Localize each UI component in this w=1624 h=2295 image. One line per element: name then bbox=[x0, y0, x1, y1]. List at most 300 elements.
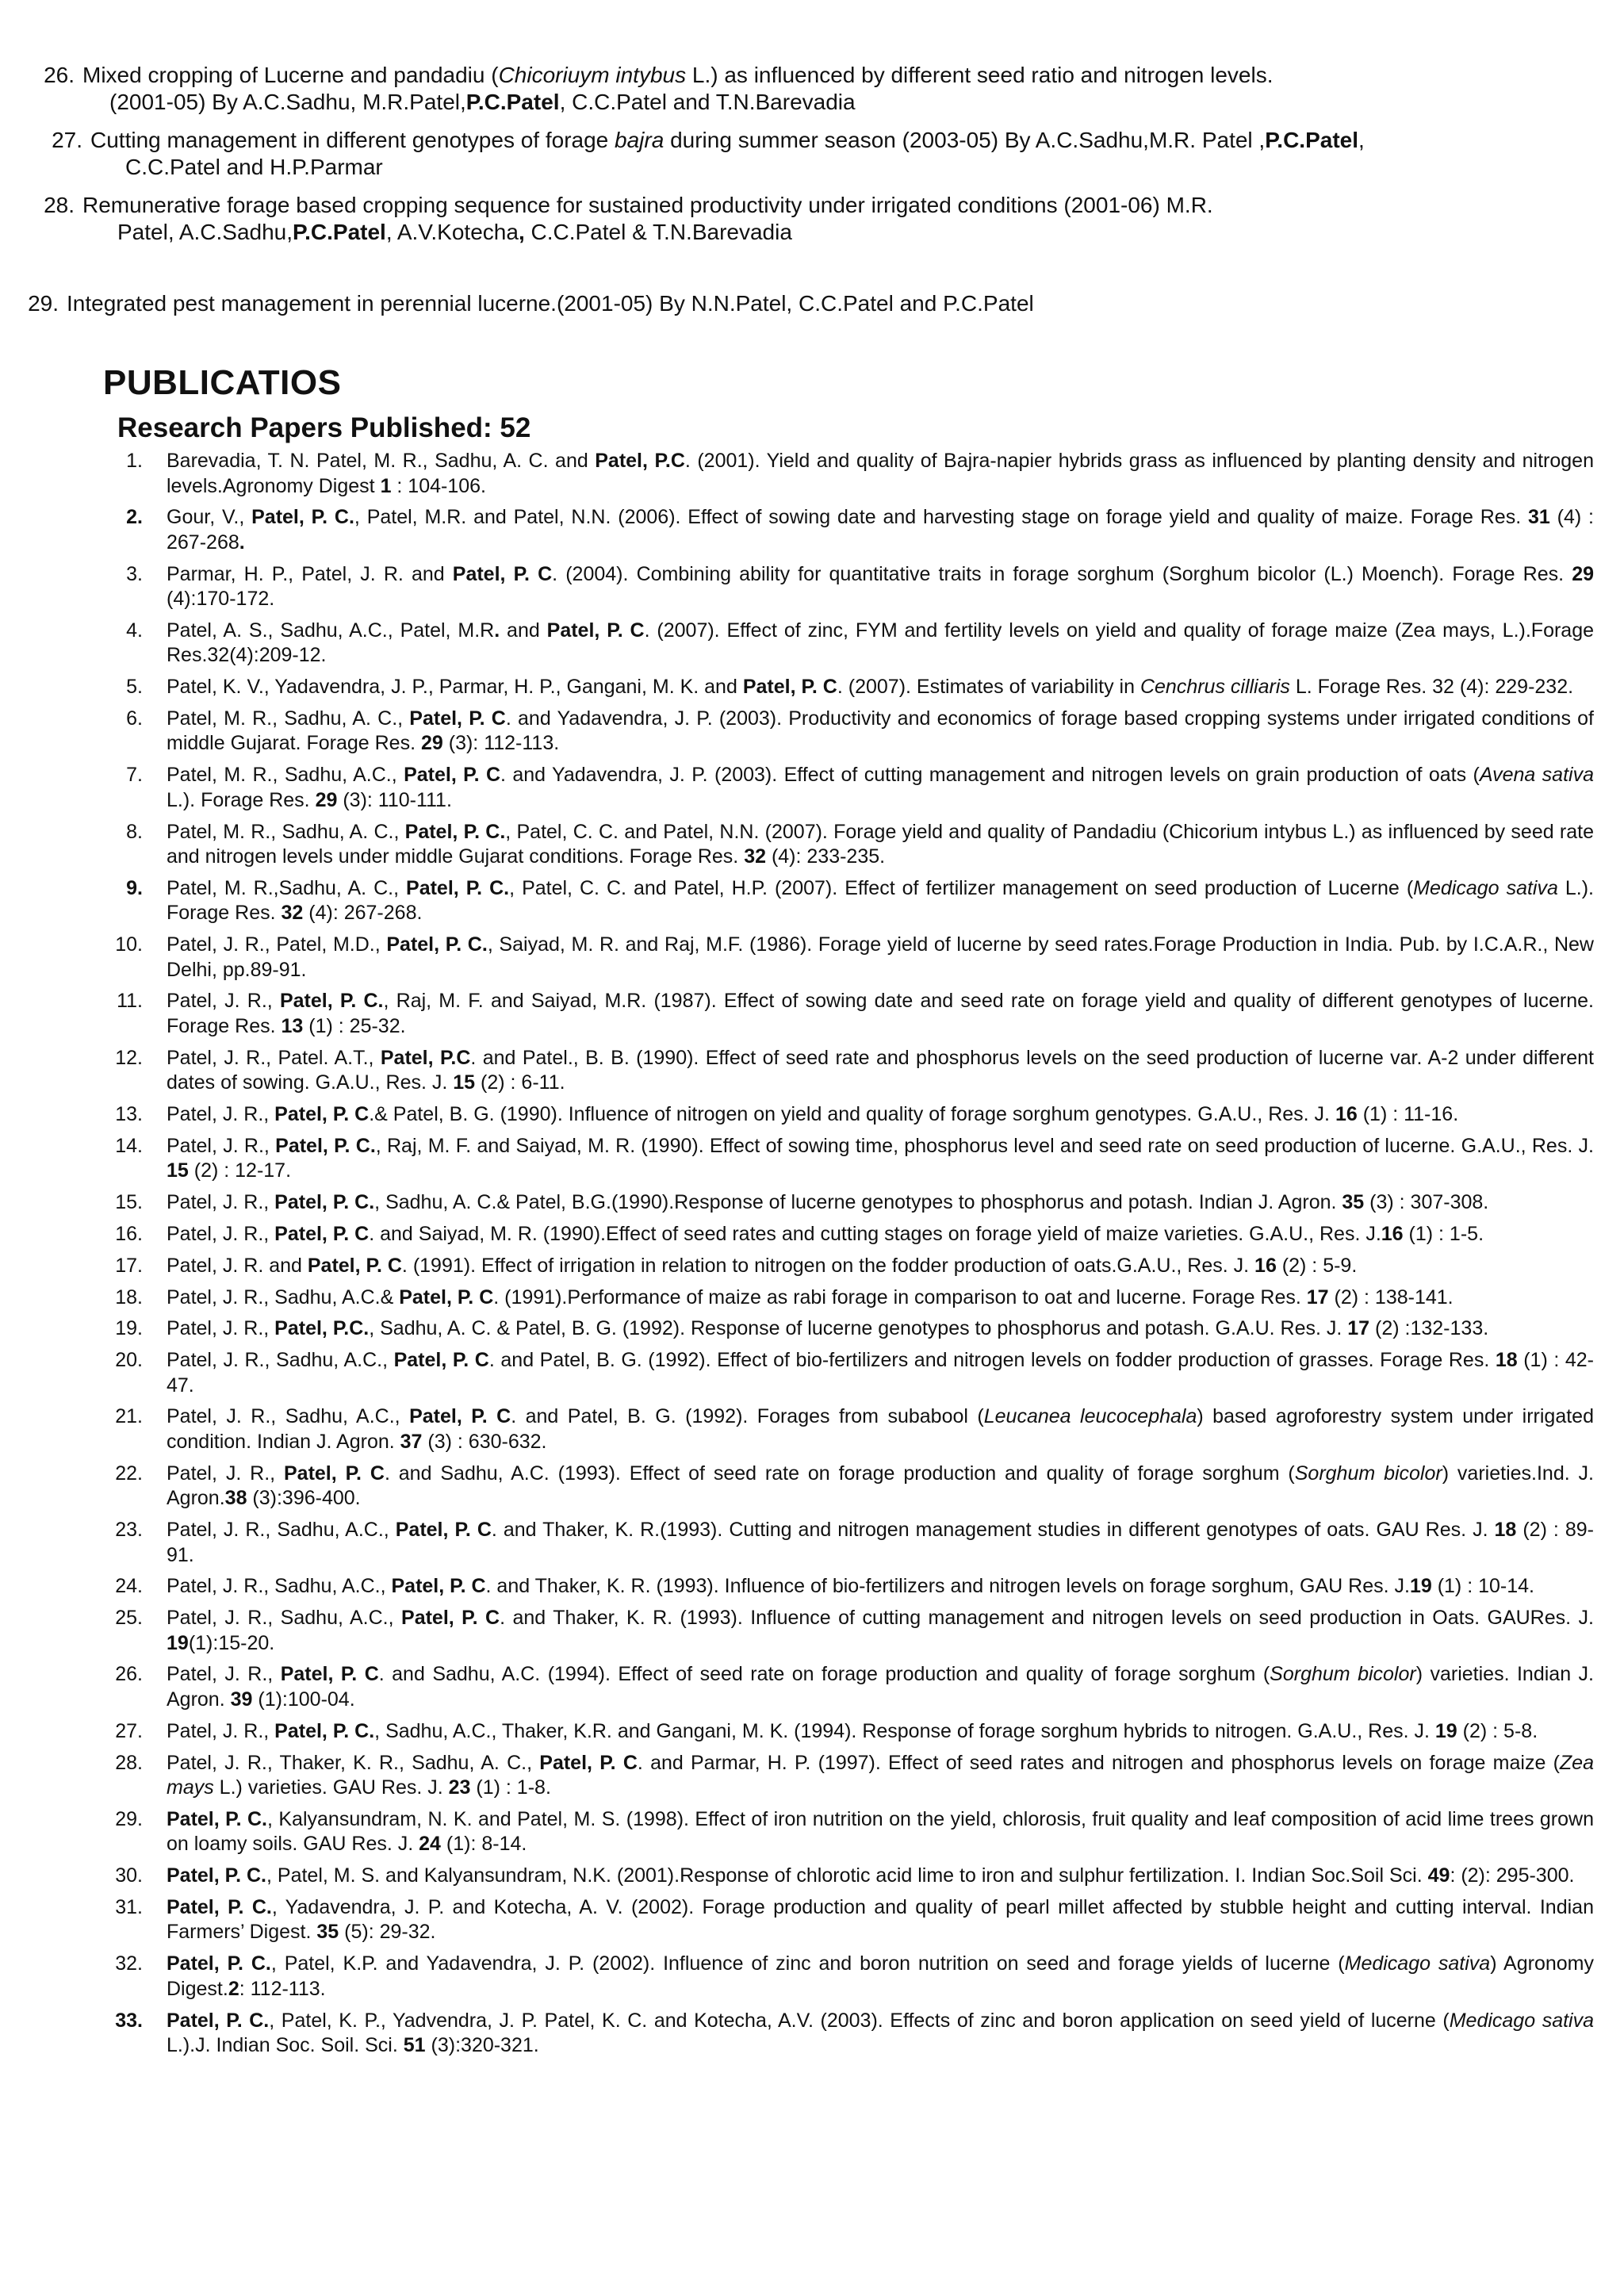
text-run: C.C.Patel & T.N.Barevadia bbox=[524, 220, 792, 244]
publication-item bbox=[95, 1719, 1594, 1745]
publication-citation bbox=[167, 1348, 1594, 1398]
publication-citation bbox=[167, 562, 1594, 612]
publication-item bbox=[95, 449, 1594, 499]
publication-citation bbox=[167, 989, 1594, 1039]
italic-text: Chicoriuym intybus bbox=[498, 63, 687, 87]
text-run: Integrated pest management in perennial lucerne.(2001-05) By N.N.Patel, C.C.Patel and P.C.Patel bbox=[67, 291, 1034, 316]
text-run: (1) : 1-8. bbox=[470, 1776, 551, 1799]
text-run: L.).J. Indian Soc. Soil. Sci. bbox=[167, 2034, 404, 2056]
text-run: Patel, M. R., Sadhu, A. C., bbox=[167, 707, 410, 730]
italic-text: Zea mays bbox=[167, 1751, 1594, 1799]
publication-number: 1. bbox=[126, 450, 143, 472]
publication-item bbox=[95, 1046, 1594, 1096]
publication-number: 16. bbox=[115, 1222, 143, 1245]
publication-citation bbox=[167, 933, 1594, 983]
bold-text: 15 bbox=[167, 1159, 189, 1182]
publication-item bbox=[95, 505, 1594, 555]
bold-text: Patel, P. C. bbox=[386, 933, 488, 956]
publication-item bbox=[95, 1574, 1594, 1600]
bold-text: Patel, P. C. bbox=[404, 820, 506, 843]
bold-text: Patel, P. C. bbox=[167, 1807, 267, 1830]
publication-number: 27. bbox=[115, 1719, 143, 1742]
bold-text: 16 bbox=[1335, 1103, 1358, 1126]
text-run: (1) : 25-32. bbox=[303, 1014, 406, 1037]
text-run: (4): 233-235. bbox=[766, 845, 886, 868]
text-run: , Patel, M.R. and Patel, N.N. (2006). Effect of sowing date and harvesting stage on forage yield and quality of maize. Forage Res. bbox=[354, 506, 1528, 529]
text-run: Patel, J. R. and bbox=[167, 1254, 308, 1277]
publication-citation bbox=[167, 1190, 1594, 1216]
bold-text: 38 bbox=[224, 1487, 247, 1510]
text-run: Patel, J. R., bbox=[167, 990, 280, 1013]
text-run: Patel, J. R., bbox=[167, 1103, 275, 1126]
text-run: Gour, V., bbox=[167, 506, 252, 529]
project-item bbox=[38, 127, 1365, 181]
bold-text: Patel, P.C bbox=[595, 450, 685, 472]
publication-citation bbox=[167, 1254, 1594, 1279]
text-run: (5): 29-32. bbox=[339, 1921, 436, 1944]
bold-text: P.C.Patel bbox=[1265, 128, 1358, 152]
text-run: (2) : 138-141. bbox=[1328, 1285, 1454, 1308]
publication-item bbox=[95, 1807, 1594, 1857]
text-run: (2001-05) By A.C.Sadhu, M.R.Patel, bbox=[109, 90, 466, 114]
project-item bbox=[14, 290, 1034, 317]
bold-text: 32 bbox=[744, 845, 766, 868]
text-run: . and Thaker, K. R.(1993). Cutting and nitrogen management studies in different genotypes of oats. GAU Res. J. bbox=[491, 1519, 1495, 1542]
text-run: . and Patel, B. G. (1992). Effect of bio-fertilizers and nitrogen levels on fodder production of grasses. Forage Res. bbox=[488, 1349, 1496, 1372]
publication-item bbox=[95, 1462, 1594, 1511]
text-run: (2) : 5-9. bbox=[1276, 1254, 1358, 1277]
bold-text: 19 bbox=[1409, 1575, 1432, 1598]
publication-item bbox=[95, 562, 1594, 612]
project-line bbox=[38, 127, 1365, 154]
text-run: . and Yadavendra, J. P. (2003). Effect of cutting management and nitrogen levels on grain production of oats ( bbox=[500, 764, 1480, 787]
publication-item bbox=[95, 675, 1594, 700]
bold-text: Patel, P. C bbox=[307, 1254, 402, 1277]
bold-text: 35 bbox=[1342, 1191, 1365, 1214]
publication-item bbox=[95, 1316, 1594, 1342]
text-run: , Yadavendra, J. P. and Kotecha, A. V. (2002). Forage production and quality of pearl millet affected by stubble height and cutting interval. Indian Farmers’ Digest. bbox=[167, 1895, 1594, 1944]
publication-item bbox=[95, 1518, 1594, 1568]
publication-citation bbox=[167, 1316, 1594, 1342]
text-run: . and Patel, B. G. (1992). Forages from subabool ( bbox=[511, 1405, 984, 1428]
publication-citation bbox=[167, 505, 1594, 555]
publication-item bbox=[95, 1348, 1594, 1398]
text-run: Patel, K. V., Yadavendra, J. P., Parmar, H. P., Gangani, M. K. and bbox=[167, 676, 743, 699]
bold-text: Patel, P.C bbox=[380, 1046, 471, 1069]
publication-number: 20. bbox=[115, 1349, 143, 1372]
text-run: Patel, J. R., bbox=[167, 1719, 275, 1742]
bold-text: Patel, P.C. bbox=[274, 1317, 370, 1340]
publication-number: 15. bbox=[115, 1191, 143, 1214]
bold-text: P.C.Patel bbox=[465, 90, 560, 114]
italic-text: bajra bbox=[615, 128, 665, 152]
publication-item bbox=[95, 1285, 1594, 1311]
publication-number: 8. bbox=[126, 820, 143, 843]
text-run: Patel, J. R., bbox=[167, 1317, 275, 1340]
bold-text: 15 bbox=[453, 1071, 476, 1094]
publication-item bbox=[95, 1102, 1594, 1128]
bold-text: 17 bbox=[1347, 1317, 1370, 1340]
publication-citation bbox=[167, 1102, 1594, 1128]
text-run: and bbox=[500, 619, 547, 642]
publication-number: 26. bbox=[115, 1663, 143, 1686]
text-run: , bbox=[1358, 128, 1365, 152]
publication-number: 21. bbox=[115, 1405, 143, 1428]
bold-text: Patel, P. C bbox=[742, 676, 837, 699]
text-run: ) varieties.Ind. J. Agron. bbox=[167, 1462, 1595, 1510]
text-run: ) based agroforestry system under irrigated condition. Indian J. Agron. bbox=[167, 1405, 1594, 1453]
text-run: . (2004). Combining ability for quantitative traits in forage sorghum (Sorghum bicolor (L.) Moench). Forage Res. bbox=[552, 562, 1572, 585]
publication-citation bbox=[167, 1222, 1594, 1247]
bold-text: 49 bbox=[1427, 1864, 1450, 1887]
publication-item bbox=[95, 876, 1594, 926]
publication-number: 33. bbox=[115, 2009, 143, 2032]
bold-text: 17 bbox=[1306, 1285, 1329, 1308]
text-run: . (1991).Performance of maize as rabi forage in comparison to oat and lucerne. Forage Res. bbox=[493, 1285, 1307, 1308]
bold-text: Patel, P. C. bbox=[274, 1191, 375, 1214]
text-run: during summer season (2003-05) By A.C.Sadhu,M.R. Patel , bbox=[664, 128, 1266, 152]
text-run: . and Sadhu, A.C. (1994). Effect of seed rate on forage production and quality of forage sorghum ( bbox=[378, 1663, 1270, 1686]
publication-citation bbox=[167, 707, 1594, 757]
text-run: Patel, J. R., Sadhu, A.C.& bbox=[167, 1285, 400, 1308]
bold-text: Patel, P. C. bbox=[274, 1719, 375, 1742]
text-run: (2) :132-133. bbox=[1369, 1317, 1489, 1340]
bold-text: Patel, P. C bbox=[452, 562, 553, 585]
text-run: Mixed cropping of Lucerne and pandadiu ( bbox=[82, 63, 499, 87]
text-run: , A.V.Kotecha bbox=[385, 220, 519, 244]
publication-item bbox=[95, 1254, 1594, 1279]
text-run: L.) as influenced by different seed ratio and nitrogen levels. bbox=[686, 63, 1274, 87]
publication-number: 31. bbox=[115, 1895, 143, 1918]
text-run: . (2007). Estimates of variability in bbox=[837, 676, 1140, 699]
bold-text: Patel, P. C bbox=[284, 1462, 385, 1485]
publication-citation bbox=[167, 619, 1594, 669]
bold-text: 29 bbox=[1572, 562, 1595, 585]
italic-text: Medicago sativa bbox=[1449, 2009, 1595, 2032]
text-run: C.C.Patel and H.P.Parmar bbox=[125, 155, 383, 179]
text-run: Patel, A. S., Sadhu, A.C., Patel, M.R bbox=[167, 619, 495, 642]
bold-text: Patel, P. C bbox=[409, 707, 506, 730]
project-item bbox=[30, 192, 1213, 246]
text-run: , Raj, M. F. and Saiyad, M.R. (1987). Effect of sowing date and seed rate on forage yield and quality of different genotypes of lucerne. Forage Res. bbox=[167, 990, 1594, 1037]
project-line bbox=[30, 89, 1274, 116]
publication-number: 10. bbox=[115, 933, 143, 956]
text-run: (1): 8-14. bbox=[440, 1833, 527, 1856]
text-run: Patel, M. R., Sadhu, A.C., bbox=[167, 764, 404, 787]
text-run: Patel, J. R., Thaker, K. R., Sadhu, A. C., bbox=[167, 1751, 540, 1774]
bold-text: . bbox=[494, 619, 500, 642]
publication-number: 17. bbox=[115, 1254, 143, 1277]
bold-text: 19 bbox=[1434, 1719, 1457, 1742]
publication-number: 6. bbox=[126, 707, 143, 730]
text-run: Barevadia, T. N. Patel, M. R., Sadhu, A. C. and bbox=[167, 450, 596, 472]
bold-text: Patel, P. C. bbox=[167, 1864, 266, 1887]
publication-citation bbox=[167, 2009, 1594, 2059]
text-run: : (2): 295-300. bbox=[1450, 1864, 1575, 1887]
publication-citation bbox=[167, 1864, 1594, 1889]
text-run: (3): 112-113. bbox=[442, 732, 560, 755]
publication-citation bbox=[167, 675, 1594, 700]
text-run: (4): 267-268. bbox=[303, 902, 423, 925]
text-run: L.) varieties. GAU Res. J. bbox=[213, 1776, 449, 1799]
text-run: (1) : 10-14. bbox=[1431, 1575, 1534, 1598]
bold-text: 16 bbox=[1254, 1254, 1277, 1277]
bold-text: Patel, P. C bbox=[546, 619, 645, 642]
bold-text: 35 bbox=[316, 1921, 339, 1944]
text-run: Patel, M. R.,Sadhu, A. C., bbox=[167, 876, 407, 899]
publication-number: 5. bbox=[126, 676, 143, 699]
text-run: (3):320-321. bbox=[425, 2034, 539, 2056]
italic-text: Medicago sativa bbox=[1413, 876, 1558, 899]
bold-text: P.C.Patel bbox=[293, 220, 386, 244]
text-run: : 104-106. bbox=[391, 474, 486, 497]
publication-number: 7. bbox=[126, 764, 143, 787]
bold-text: Patel, P. C bbox=[399, 1285, 494, 1308]
publication-citation bbox=[167, 1462, 1594, 1511]
project-line bbox=[30, 219, 1213, 246]
publication-list bbox=[95, 449, 1594, 2065]
text-run: Cutting management in different genotypes of forage bbox=[90, 128, 615, 152]
publication-number: 18. bbox=[115, 1285, 143, 1308]
text-run: (1):100-04. bbox=[252, 1688, 355, 1711]
text-run: , Sadhu, A.C., Thaker, K.R. and Gangani, M. K. (1994). Response of forage sorghum hybrids to nitrogen. G.A.U., Res. J. bbox=[374, 1719, 1435, 1742]
publication-item bbox=[95, 1662, 1594, 1712]
bold-text: Patel, P. C bbox=[391, 1575, 486, 1598]
text-run: . and Parmar, H. P. (1997). Effect of seed rates and nitrogen and phosphorus levels on forage maize ( bbox=[637, 1751, 1560, 1774]
text-run: ) varieties. Indian J. Agron. bbox=[167, 1663, 1595, 1711]
text-run: (1):15-20. bbox=[188, 1631, 275, 1654]
publication-citation bbox=[167, 1662, 1594, 1712]
bold-text: Patel, P. C bbox=[539, 1751, 638, 1774]
publication-item bbox=[95, 1895, 1594, 1945]
bold-text: 29 bbox=[315, 788, 338, 811]
bold-text: 19 bbox=[167, 1631, 189, 1654]
publication-item bbox=[95, 1606, 1594, 1656]
bold-text: Patel, P. C bbox=[274, 1222, 370, 1245]
publication-item bbox=[95, 707, 1594, 757]
publication-citation bbox=[167, 1719, 1594, 1745]
bold-text: 39 bbox=[230, 1688, 253, 1711]
publication-number: 32. bbox=[115, 1952, 143, 1975]
text-run: , Sadhu, A. C. & Patel, B. G. (1992). Response of lucerne genotypes to phosphorus and potash. G.A.U. Res. J. bbox=[369, 1317, 1348, 1340]
text-run: (3):396-400. bbox=[247, 1487, 361, 1510]
text-run: Patel, A.C.Sadhu, bbox=[117, 220, 293, 244]
text-run: . and Thaker, K. R. (1993). Influence of cutting management and nitrogen levels on seed production in Oats. GAURes. J. bbox=[500, 1607, 1594, 1630]
bold-text: Patel, P. C bbox=[404, 764, 501, 787]
text-run: L.). Forage Res. bbox=[167, 788, 316, 811]
text-run: Patel, J. R., bbox=[167, 1663, 281, 1686]
publication-number: 23. bbox=[115, 1519, 143, 1542]
text-run: (4):170-172. bbox=[167, 588, 275, 611]
research-papers-count: Research Papers Published: 52 bbox=[117, 412, 531, 443]
text-run: . (2007). Effect of zinc, FYM and fertility levels on yield and quality of forage maize (Zea mays, L.).Forage Res.32(4):209-12. bbox=[167, 619, 1595, 667]
bold-text: 31 bbox=[1527, 506, 1550, 529]
publication-number: 4. bbox=[126, 619, 143, 642]
bold-text: 18 bbox=[1494, 1519, 1517, 1542]
project-number: 26. bbox=[44, 63, 75, 87]
project-line bbox=[30, 62, 1274, 89]
text-run: (2) : 89-91. bbox=[167, 1519, 1594, 1566]
publications-heading: PUBLICATIOS bbox=[103, 363, 342, 402]
text-run: (3): 110-111. bbox=[337, 788, 452, 811]
publication-number: 11. bbox=[117, 990, 143, 1013]
text-run: . and Patel., B. B. (1990). Effect of seed rate and phosphorus levels on the seed production of lucerne var. A-2 under different dates of sowing. G.A.U., Res. J. bbox=[167, 1046, 1594, 1094]
bold-text: Patel, P. C. bbox=[167, 1895, 272, 1918]
text-run: Patel, M. R., Sadhu, A. C., bbox=[167, 820, 405, 843]
text-run: , C.C.Patel and T.N.Barevadia bbox=[559, 90, 856, 114]
publication-citation bbox=[167, 1134, 1594, 1184]
text-run: (3) : 630-632. bbox=[422, 1430, 547, 1453]
text-run: . and Sadhu, A.C. (1993). Effect of seed rate on forage production and quality of forage sorghum ( bbox=[384, 1462, 1295, 1485]
publication-citation bbox=[167, 1404, 1594, 1454]
bold-text: Patel, P. C bbox=[280, 1663, 379, 1686]
publication-number: 19. bbox=[115, 1317, 143, 1340]
publication-citation bbox=[167, 763, 1594, 813]
bold-text: 2 bbox=[228, 1977, 239, 2000]
publication-item bbox=[95, 820, 1594, 870]
project-line bbox=[14, 290, 1034, 317]
bold-text: 13 bbox=[281, 1014, 304, 1037]
bold-text: . bbox=[239, 531, 245, 554]
text-run: , Patel, M. S. and Kalyansundram, N.K. (2001).Response of chlorotic acid lime to iron and sulphur fertilization. I. Indian Soc.Soil Sci. bbox=[266, 1864, 1428, 1887]
project-number: 29. bbox=[28, 291, 59, 316]
publication-number: 30. bbox=[115, 1864, 143, 1887]
publication-number: 3. bbox=[126, 562, 143, 585]
publication-item bbox=[95, 619, 1594, 669]
bold-text: Patel, P. C. bbox=[167, 2009, 270, 2032]
text-run: (3) : 307-308. bbox=[1364, 1191, 1489, 1214]
project-number: 27. bbox=[52, 128, 82, 152]
text-run: L. Forage Res. 32 (4): 229-232. bbox=[1289, 676, 1574, 699]
bold-text: Patel, P. C. bbox=[279, 990, 384, 1013]
publication-citation bbox=[167, 1518, 1594, 1568]
text-run: . and Yadavendra, J. P. (2003). Productivity and economics of forage based cropping systems under irrigated conditions of middle Gujarat. Forage Res. bbox=[167, 707, 1595, 755]
publication-citation bbox=[167, 820, 1594, 870]
publication-item bbox=[95, 763, 1594, 813]
text-run: , Sadhu, A. C.& Patel, B.G.(1990).Response of lucerne genotypes to phosphorus and potash. Indian J. Agron. bbox=[374, 1191, 1342, 1214]
publication-citation bbox=[167, 1606, 1594, 1656]
text-run: Remunerative forage based cropping sequence for sustained productivity under irrigated conditions (2001-06) M.R. bbox=[82, 193, 1213, 217]
text-run: (4) : 267-268 bbox=[167, 506, 1594, 554]
bold-text: Patel, P. C. bbox=[167, 1952, 271, 1975]
publication-number: 28. bbox=[115, 1751, 143, 1774]
publication-citation bbox=[167, 876, 1594, 926]
text-run: Patel, J. R., bbox=[167, 1222, 275, 1245]
text-run: Patel, J. R., Sadhu, A.C., bbox=[167, 1575, 392, 1598]
text-run: Patel, J. R., bbox=[167, 1134, 276, 1157]
text-run: ) Agronomy Digest. bbox=[167, 1952, 1594, 2000]
italic-text: Medicago sativa bbox=[1344, 1952, 1491, 1975]
text-run: (2) : 6-11. bbox=[475, 1071, 565, 1094]
text-run: Patel, J. R., Sadhu, A.C., bbox=[167, 1607, 402, 1630]
text-run: , Kalyansundram, N. K. and Patel, M. S. (1998). Effect of iron nutrition on the yield, chlorosis, fruit quality and leaf composition of acid lime trees grown on loamy soils. GAU Res. J. bbox=[167, 1807, 1594, 1856]
project-item bbox=[30, 62, 1274, 116]
publication-item bbox=[95, 1952, 1594, 2002]
text-run: Patel, J. R., Patel, M.D., bbox=[167, 933, 387, 956]
publication-item bbox=[95, 1751, 1594, 1801]
italic-text: Sorghum bicolor bbox=[1270, 1663, 1416, 1686]
project-line bbox=[38, 154, 1365, 181]
publication-citation bbox=[167, 449, 1594, 499]
text-run: Patel, J. R., Sadhu, A.C., bbox=[167, 1405, 410, 1428]
publication-item bbox=[95, 989, 1594, 1039]
publication-citation bbox=[167, 1895, 1594, 1945]
text-run: . (1991). Effect of irrigation in relation to nitrogen on the fodder production of oats.G.A.U., Res. J. bbox=[401, 1254, 1255, 1277]
publication-number: 25. bbox=[115, 1607, 143, 1630]
bold-text: Patel, P. C bbox=[401, 1607, 500, 1630]
text-run: , Saiyad, M. R. and Raj, M.F. (1986). Forage yield of lucerne by seed rates.Forage Production in India. Pub. by I.C.A.R., New Delhi, pp.89-91. bbox=[167, 933, 1594, 981]
text-run: Patel, J. R., Sadhu, A.C., bbox=[167, 1519, 396, 1542]
bold-text: 29 bbox=[420, 732, 443, 755]
publication-item bbox=[95, 1222, 1594, 1247]
text-run: Patel, J. R., Sadhu, A.C., bbox=[167, 1349, 394, 1372]
publication-citation bbox=[167, 1952, 1594, 2002]
bold-text: 1 bbox=[380, 474, 392, 497]
publication-number: 2. bbox=[126, 506, 143, 529]
publication-item bbox=[95, 2009, 1594, 2059]
publication-item bbox=[95, 1190, 1594, 1216]
bold-text: Patel, P. C bbox=[393, 1349, 489, 1372]
italic-text: Cenchrus cilliaris bbox=[1139, 676, 1290, 699]
project-line bbox=[30, 192, 1213, 219]
text-run: (1) : 42-47. bbox=[167, 1349, 1594, 1397]
text-run: L.). Forage Res. bbox=[167, 876, 1594, 925]
publication-item bbox=[95, 1864, 1594, 1889]
text-run: Patel, J. R., bbox=[167, 1191, 275, 1214]
italic-text: Avena sativa bbox=[1479, 764, 1594, 787]
project-number: 28. bbox=[44, 193, 75, 217]
publication-item bbox=[95, 933, 1594, 983]
publication-item bbox=[95, 1404, 1594, 1454]
publication-number: 24. bbox=[115, 1575, 143, 1598]
publication-citation bbox=[167, 1807, 1594, 1857]
text-run: (2) : 5-8. bbox=[1457, 1719, 1538, 1742]
bold-text: Patel, P. C. bbox=[275, 1134, 376, 1157]
bold-text: 37 bbox=[400, 1430, 423, 1453]
publication-number: 13. bbox=[115, 1103, 143, 1126]
bold-text: Patel, P. C bbox=[395, 1519, 492, 1542]
text-run: (1) : 11-16. bbox=[1357, 1103, 1459, 1126]
publication-citation bbox=[167, 1046, 1594, 1096]
text-run: , Patel, K.P. and Yadavendra, J. P. (2002). Influence of zinc and boron nutrition on seed and forage yields of lucerne ( bbox=[270, 1952, 1345, 1975]
publication-number: 14. bbox=[115, 1134, 143, 1157]
bold-text: Patel, P. C. bbox=[251, 506, 354, 529]
bold-text: Patel, P. C bbox=[274, 1103, 370, 1126]
bold-text: 51 bbox=[403, 2034, 426, 2056]
text-run: . and Thaker, K. R. (1993). Influence of bio-fertilizers and nitrogen levels on forage sorghum, GAU Res. J. bbox=[485, 1575, 1410, 1598]
bold-text: 23 bbox=[448, 1776, 471, 1799]
text-run: (2) : 12-17. bbox=[188, 1159, 292, 1182]
publication-citation bbox=[167, 1751, 1594, 1801]
bold-text: , bbox=[518, 220, 525, 244]
italic-text: Sorghum bicolor bbox=[1294, 1462, 1442, 1485]
publication-number: 29. bbox=[115, 1807, 143, 1830]
text-run: . (2001). Yield and quality of Bajra-napier hybrids grass as influenced by planting density and nitrogen levels.Agronomy Digest bbox=[167, 450, 1594, 497]
publication-number: 22. bbox=[115, 1462, 143, 1485]
bold-text: 24 bbox=[419, 1833, 441, 1856]
bold-text: 18 bbox=[1495, 1349, 1518, 1372]
publication-number: 12. bbox=[115, 1046, 143, 1069]
publication-citation bbox=[167, 1574, 1594, 1600]
text-run: , Raj, M. F. and Saiyad, M. R. (1990). Effect of sowing time, phosphorus level and seed rate on seed production of lucerne. G.A.U., Res. J. bbox=[375, 1134, 1594, 1157]
text-run: Patel, J. R., bbox=[167, 1462, 284, 1485]
italic-text: Leucanea leucocephala bbox=[983, 1405, 1197, 1428]
bold-text: Patel, P. C. bbox=[406, 876, 510, 899]
text-run: , Patel, C. C. and Patel, N.N. (2007). Forage yield and quality of Pandadiu (Chicorium intybus L.) as influenced by seed rate and nitrogen levels under middle Gujarat conditions. Forage Res. bbox=[167, 820, 1594, 868]
publication-item bbox=[95, 1134, 1594, 1184]
text-run: , Patel, C. C. and Patel, H.P. (2007). Effect of fertilizer management on seed production of Lucerne ( bbox=[509, 876, 1414, 899]
publication-number: 9. bbox=[126, 876, 143, 899]
